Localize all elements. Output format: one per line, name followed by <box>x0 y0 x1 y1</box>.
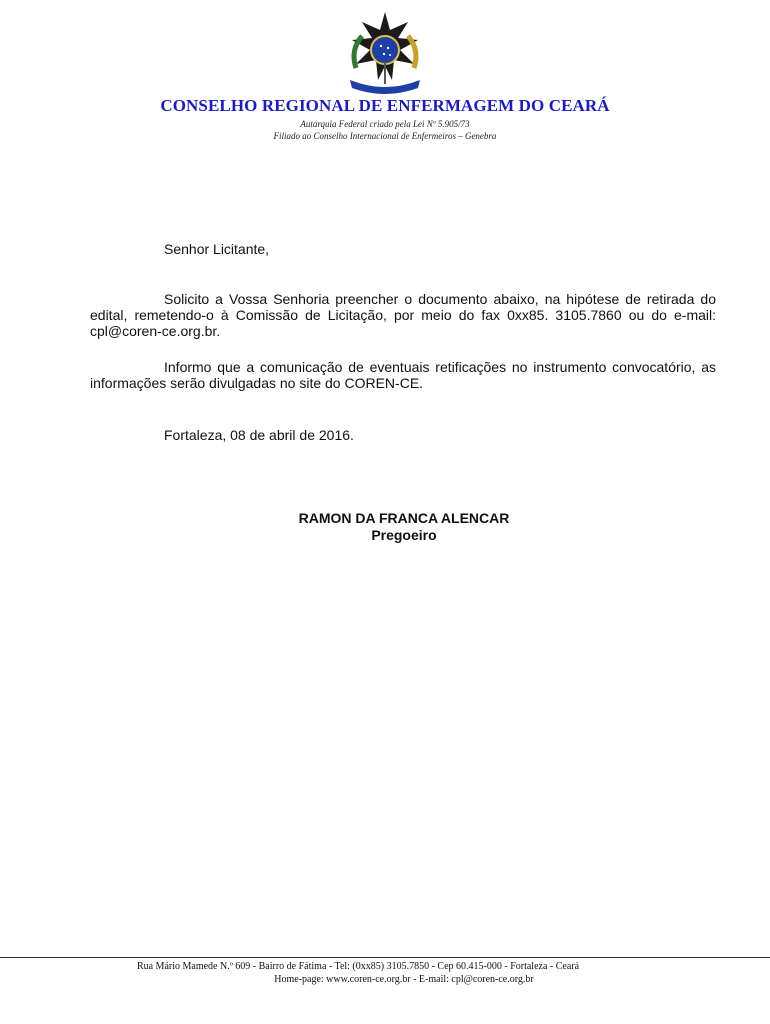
coat-of-arms-brazil-emblem <box>340 10 430 96</box>
footer-address: Rua Mário Mamede N.º 609 - Bairro de Fátima - Tel: (0xx85) 3105.7850 - Cep 60.415-000 - Fortaleza - Ceará <box>136 961 580 972</box>
salutation: Senhor Licitante, <box>164 241 270 257</box>
paragraph-request: Solicito a Vossa Senhoria preencher o documento abaixo, na hipótese de retirada do edital, remetendo-o à Comissão de Licitação, por meio do fax 0xx85. 3105.7860 ou do e-mail: cpl@coren-ce.org.br. <box>90 291 716 339</box>
paragraph-notice: Informo que a comunicação de eventuais retificações no instrumento convocatório, as informações serão divulgadas no site do COREN-CE. <box>90 359 716 391</box>
legal-basis-subtitle: Autarquia Federal criado pela Lei Nº 5.905/73 <box>300 119 470 129</box>
signatory-name: RAMON DA FRANCA ALENCAR <box>298 510 510 526</box>
dateline: Fortaleza, 08 de abril de 2016. <box>164 427 354 443</box>
footer-contact: Home-page: www.coren-ce.org.br - E-mail: cpl@coren-ce.org.br <box>274 974 534 985</box>
signatory-role: Pregoeiro <box>371 527 437 543</box>
organization-title: CONSELHO REGIONAL DE ENFERMAGEM DO CEARÁ <box>160 96 610 115</box>
footer-divider <box>0 957 770 958</box>
affiliation-subtitle: Filiado ao Conselho Internacional de Enfermeiros – Genebra <box>273 131 497 141</box>
